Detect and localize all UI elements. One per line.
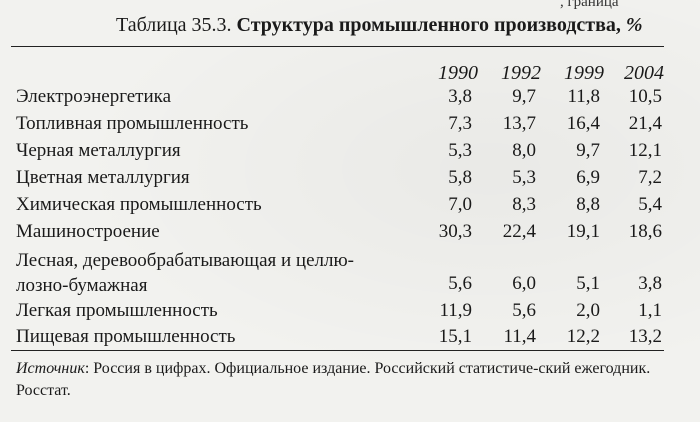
cell-value: 19,1 xyxy=(566,221,600,242)
row-label-line: лозно-бумажная xyxy=(16,275,148,296)
year-header: 1999 xyxy=(564,62,604,84)
cell-value: 10,5 xyxy=(628,86,662,107)
table-top-rule xyxy=(11,46,664,47)
row-label: Цветная металлургия xyxy=(16,167,190,188)
cell-value: 3,8 xyxy=(448,86,472,107)
cell-value: 7,0 xyxy=(448,194,472,215)
cell-value: 5,3 xyxy=(448,140,472,161)
cell-value: 8,0 xyxy=(512,140,536,161)
table-row xyxy=(0,326,700,352)
page-header-remnant: , граница xyxy=(560,0,619,10)
year-header: 2004 xyxy=(624,62,664,84)
cell-value: 9,7 xyxy=(576,140,600,161)
row-label-line: Лесная, деревообрабатывающая и целлю- xyxy=(16,250,354,271)
table-row xyxy=(0,140,700,166)
cell-value: 16,4 xyxy=(566,113,600,134)
cell-value: 12,1 xyxy=(628,140,662,161)
row-label xyxy=(16,248,416,298)
table-row xyxy=(0,221,700,247)
row-label: Машиностроение xyxy=(16,221,160,242)
row-label: Легкая промышленность xyxy=(16,300,218,321)
cell-value: 8,3 xyxy=(512,194,536,215)
table-row xyxy=(0,248,700,300)
cell-value: 22,4 xyxy=(502,221,536,242)
table-caption xyxy=(116,14,643,37)
cell-value: 11,4 xyxy=(503,326,536,347)
row-label: Черная металлургия xyxy=(16,140,181,161)
table-bottom-rule xyxy=(11,350,664,351)
cell-value: 21,4 xyxy=(628,113,662,134)
cell-value: 8,8 xyxy=(576,194,600,215)
cell-value: 7,2 xyxy=(638,167,662,188)
table-row xyxy=(0,113,700,139)
cell-value: 1,1 xyxy=(638,300,662,321)
cell-value: 11,8 xyxy=(567,86,600,107)
cell-value: 12,2 xyxy=(566,326,600,347)
year-header: 1992 xyxy=(501,62,541,84)
year-header: 1990 xyxy=(438,62,478,84)
cell-value: 5,4 xyxy=(638,194,662,215)
table-row xyxy=(0,86,700,112)
table-source-note xyxy=(16,358,676,402)
row-label: Пищевая промышленность xyxy=(16,326,236,347)
cell-value: 7,3 xyxy=(448,113,472,134)
cell-value: 6,0 xyxy=(512,273,536,294)
cell-value: 2,0 xyxy=(576,300,600,321)
source-label: Источник xyxy=(16,360,85,377)
row-label: Топливная промышленность xyxy=(16,113,249,134)
row-label: Электроэнергетика xyxy=(16,86,172,107)
table-row xyxy=(0,194,700,220)
cell-value: 30,3 xyxy=(438,221,472,242)
cell-value: 3,8 xyxy=(638,273,662,294)
cell-value: 15,1 xyxy=(438,326,472,347)
source-text: : Россия в цифрах. Официальное издание. Российский статистиче-ский ежегодник. Росстат. xyxy=(16,360,651,399)
cell-value: 5,1 xyxy=(576,273,600,294)
cell-value: 11,9 xyxy=(439,300,472,321)
cell-value: 6,9 xyxy=(576,167,600,188)
row-label: Химическая промышленность xyxy=(16,194,262,215)
cell-value: 9,7 xyxy=(512,86,536,107)
table-row xyxy=(0,167,700,193)
cell-value: 13,7 xyxy=(502,113,536,134)
table-title: Структура промышленного производства, xyxy=(236,14,621,36)
cell-value: 13,2 xyxy=(628,326,662,347)
cell-value: 5,6 xyxy=(448,273,472,294)
table-header-years xyxy=(0,62,700,86)
cell-value: 5,3 xyxy=(512,167,536,188)
cell-value: 18,6 xyxy=(628,221,662,242)
table-number: Таблица 35.3. xyxy=(116,14,232,36)
table-row xyxy=(0,300,700,326)
cell-value: 5,6 xyxy=(512,300,536,321)
cell-value: 5,8 xyxy=(448,167,472,188)
table-unit: % xyxy=(625,14,643,36)
